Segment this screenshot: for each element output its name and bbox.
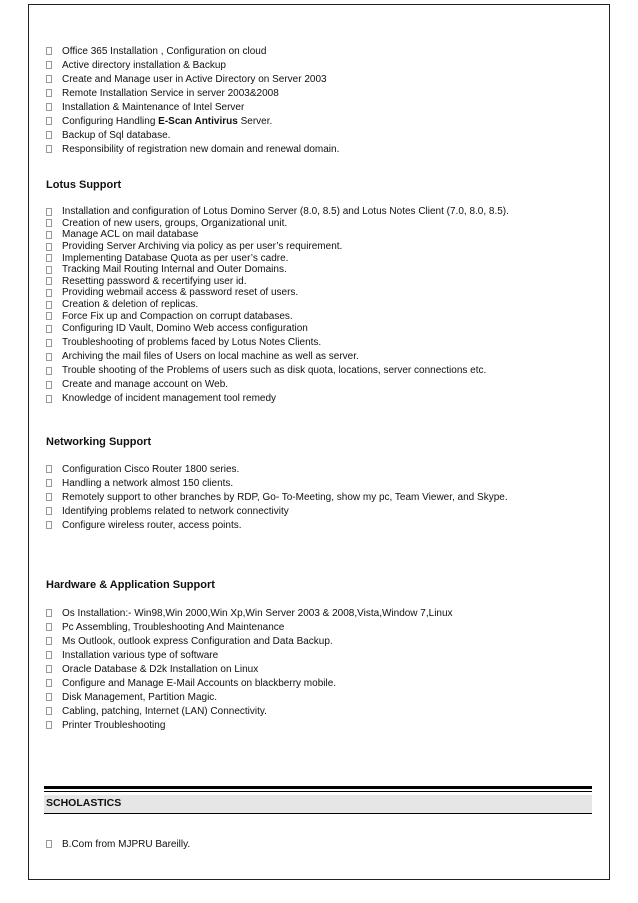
checkbox-bullet-icon xyxy=(46,103,52,111)
checkbox-bullet-icon xyxy=(46,208,52,216)
scholastics-bottom-rule xyxy=(44,813,592,814)
list-item: Printer Troubleshooting xyxy=(46,718,606,732)
checkbox-bullet-icon xyxy=(46,131,52,139)
list-item: Configure wireless router, access points. xyxy=(46,518,606,532)
checkbox-bullet-icon xyxy=(46,353,52,361)
list-item: Oracle Database & D2k Installation on Linux xyxy=(46,662,606,676)
list-item: Tracking Mail Routing Internal and Outer Domains. xyxy=(46,264,606,276)
checkbox-bullet-icon xyxy=(46,47,52,55)
list-item: Resetting password & recertifying user id. xyxy=(46,276,606,288)
list-item: Providing webmail access & password reset of users. xyxy=(46,287,606,299)
checkbox-bullet-icon xyxy=(46,231,52,239)
checkbox-bullet-icon xyxy=(46,75,52,83)
list-item: Remote Installation Service in server 2003&2008 xyxy=(46,86,606,100)
checkbox-bullet-icon xyxy=(46,243,52,251)
list-item: Force Fix up and Compaction on corrupt databases. xyxy=(46,310,606,322)
checkbox-bullet-icon xyxy=(46,89,52,97)
list-item: Creation of new users, groups, Organizational unit. xyxy=(46,218,606,230)
list-item: B.Com from MJPRU Bareilly. xyxy=(46,837,606,851)
list-item: Ms Outlook, outlook express Configuration and Data Backup. xyxy=(46,634,606,648)
checkbox-bullet-icon xyxy=(46,493,52,501)
scholastics-list xyxy=(46,837,606,851)
scholastics-heading: SCHOLASTICS xyxy=(46,797,122,809)
checkbox-bullet-icon xyxy=(46,651,52,659)
list-item: Providing Server Archiving via policy as per user’s requirement. xyxy=(46,241,606,253)
checkbox-bullet-icon xyxy=(46,693,52,701)
top-skills-list xyxy=(46,44,606,156)
list-item: Responsibility of registration new domain and renewal domain. xyxy=(46,142,606,156)
list-item: Installation various type of software xyxy=(46,648,606,662)
checkbox-bullet-icon xyxy=(46,623,52,631)
list-item: Configure and Manage E-Mail Accounts on blackberry mobile. xyxy=(46,676,606,690)
list-item: Os Installation:- Win98,Win 2000,Win Xp,Win Server 2003 & 2008,Vista,Window 7,Linux xyxy=(46,606,606,620)
list-item: Configuring ID Vault, Domino Web access configuration xyxy=(46,322,606,336)
scholastics-top-rule-thin xyxy=(44,791,592,792)
checkbox-bullet-icon xyxy=(46,840,52,848)
checkbox-bullet-icon xyxy=(46,312,52,320)
list-item: Troubleshooting of problems faced by Lotus Notes Clients. xyxy=(46,336,606,350)
list-item: Creation & deletion of replicas. xyxy=(46,299,606,311)
list-item: Office 365 Installation , Configuration on cloud xyxy=(46,44,606,58)
checkbox-bullet-icon xyxy=(46,277,52,285)
checkbox-bullet-icon xyxy=(46,254,52,262)
checkbox-bullet-icon xyxy=(46,61,52,69)
list-item: Installation and configuration of Lotus Domino Server (8.0, 8.5) and Lotus Notes Client (7.0, 8.0, 8.5). xyxy=(46,206,606,218)
list-item: Configuration Cisco Router 1800 series. xyxy=(46,462,606,476)
checkbox-bullet-icon xyxy=(46,721,52,729)
list-item: Manage ACL on mail database xyxy=(46,229,606,241)
list-item: Pc Assembling, Troubleshooting And Maintenance xyxy=(46,620,606,634)
checkbox-bullet-icon xyxy=(46,301,52,309)
list-item: Implementing Database Quota as per user’s cadre. xyxy=(46,252,606,264)
list-item: Configuring Handling E-Scan Antivirus Server. xyxy=(46,114,606,128)
networking-support-list xyxy=(46,462,606,532)
checkbox-bullet-icon xyxy=(46,637,52,645)
checkbox-bullet-icon xyxy=(46,367,52,375)
networking-support-heading: Networking Support xyxy=(46,436,152,448)
list-item: Backup of Sql database. xyxy=(46,128,606,142)
list-item: Disk Management, Partition Magic. xyxy=(46,690,606,704)
checkbox-bullet-icon xyxy=(46,381,52,389)
list-item: Archiving the mail files of Users on local machine as well as server. xyxy=(46,350,606,364)
checkbox-bullet-icon xyxy=(46,145,52,153)
list-item: Create and Manage user in Active Directory on Server 2003 xyxy=(46,72,606,86)
checkbox-bullet-icon xyxy=(46,395,52,403)
checkbox-bullet-icon xyxy=(46,325,52,333)
lotus-support-list xyxy=(46,206,606,406)
checkbox-bullet-icon xyxy=(46,665,52,673)
list-item: Create and manage account on Web. xyxy=(46,378,606,392)
checkbox-bullet-icon xyxy=(46,289,52,297)
list-item: Installation & Maintenance of Intel Server xyxy=(46,100,606,114)
list-item: Identifying problems related to network connectivity xyxy=(46,504,606,518)
checkbox-bullet-icon xyxy=(46,707,52,715)
checkbox-bullet-icon xyxy=(46,507,52,515)
list-item: Knowledge of incident management tool remedy xyxy=(46,392,606,406)
scholastics-top-rule xyxy=(44,786,592,789)
checkbox-bullet-icon xyxy=(46,465,52,473)
hardware-support-list xyxy=(46,606,606,732)
lotus-support-heading: Lotus Support xyxy=(46,179,122,191)
checkbox-bullet-icon xyxy=(46,521,52,529)
list-item: Handling a network almost 150 clients. xyxy=(46,476,606,490)
list-item: Remotely support to other branches by RDP, Go- To-Meeting, show my pc, Team Viewer, and Skype. xyxy=(46,490,606,504)
checkbox-bullet-icon xyxy=(46,609,52,617)
scholastics-heading-band xyxy=(44,795,592,813)
hardware-support-heading: Hardware & Application Support xyxy=(46,579,215,591)
checkbox-bullet-icon xyxy=(46,266,52,274)
list-item: Trouble shooting of the Problems of users such as disk quota, locations, server connections etc. xyxy=(46,364,606,378)
checkbox-bullet-icon xyxy=(46,219,52,227)
checkbox-bullet-icon xyxy=(46,679,52,687)
list-item: Cabling, patching, Internet (LAN) Connectivity. xyxy=(46,704,606,718)
checkbox-bullet-icon xyxy=(46,339,52,347)
list-item: Active directory installation & Backup xyxy=(46,58,606,72)
checkbox-bullet-icon xyxy=(46,479,52,487)
checkbox-bullet-icon xyxy=(46,117,52,125)
